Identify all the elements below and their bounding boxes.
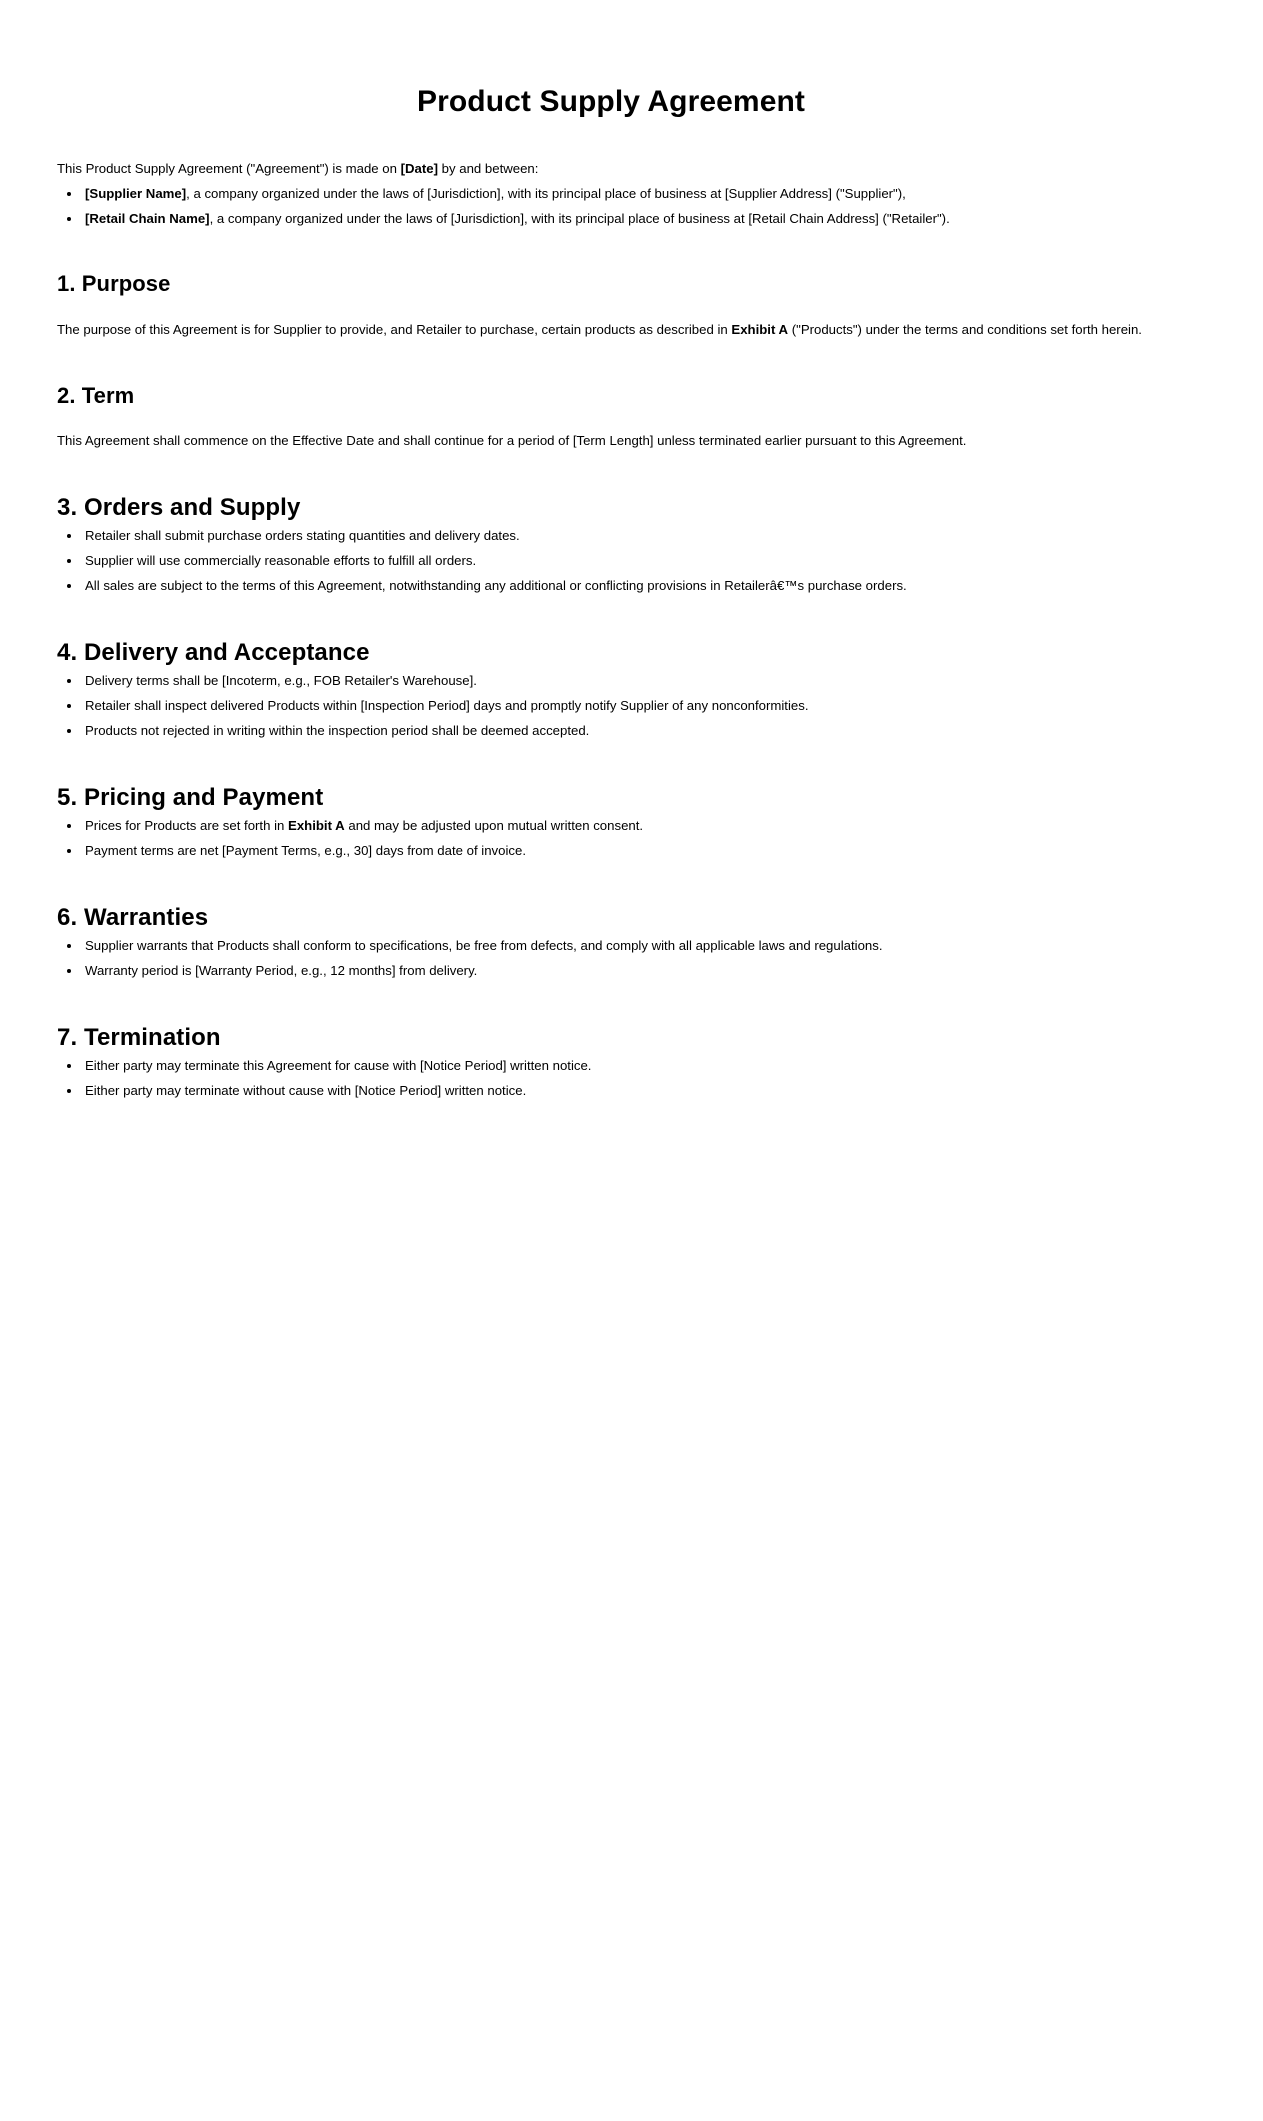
pricing-text-part-1: Prices for Products are set forth in: [85, 818, 289, 833]
section-heading-term: 2. Term: [57, 382, 135, 408]
intro-text-after-date: by and between:: [437, 161, 539, 176]
party-name: [Supplier Name]: [85, 186, 187, 201]
exhibit-a-reference: Exhibit A: [288, 818, 345, 833]
list-item: • Either party may terminate without cause with [Notice Period] written notice.: [82, 1078, 1165, 1103]
section-term: [57, 342, 1165, 454]
delivery-and-acceptance-list: [57, 668, 1165, 743]
list-item: • Supplier will use commercially reasonable efforts to fulfill all orders.: [82, 548, 1165, 573]
list-item: • Either party may terminate this Agreement for cause with [Notice Period] written notice.: [82, 1053, 1165, 1078]
list-item: [82, 181, 1165, 206]
list-item: [82, 813, 1165, 838]
section-termination: [57, 983, 1165, 1103]
purpose-text-part-2: ("Products") under the terms and conditions set forth herein.: [788, 321, 1142, 337]
section-heading-delivery-and-acceptance: 4. Delivery and Acceptance: [57, 639, 370, 666]
date-placeholder: [Date]: [400, 161, 438, 176]
list-item: • Retailer shall inspect delivered Products within [Inspection Period] days and promptly notify Supplier of any nonconformities.: [82, 693, 1165, 718]
section-heading-warranties: 6. Warranties: [57, 904, 209, 931]
list-item: • Supplier warrants that Products shall conform to specifications, be free from defects, and comply with all applicable laws and regulations.: [82, 933, 1165, 958]
section-heading-pricing-and-payment: 5. Pricing and Payment: [57, 784, 324, 811]
section-heading-purpose: 1. Purpose: [57, 271, 171, 296]
orders-and-supply-list: [57, 523, 1165, 598]
section-warranties: [57, 863, 1165, 983]
intro-paragraph: [57, 120, 1165, 181]
list-item: [82, 206, 1165, 231]
party-list: [57, 181, 1165, 231]
section-heading-orders-and-supply: 3. Orders and Supply: [57, 494, 301, 521]
section-heading-termination: 7. Termination: [57, 1024, 221, 1051]
list-item: • All sales are subject to the terms of this Agreement, notwithstanding any additional or conflicting provisions in Retailerâ€™s purchase orders.: [82, 573, 1165, 598]
intro-text-before-date: This Product Supply Agreement ("Agreement") is made on: [57, 161, 401, 176]
section-paragraph-term: This Agreement shall commence on the Effective Date and shall continue for a period of [Term Length] unless terminated earlier pursuant to this Agreement.: [57, 433, 967, 448]
purpose-text-part-1: The purpose of this Agreement is for Supplier to provide, and Retailer to purchase, certain products as described in: [57, 321, 732, 337]
party-name: [Retail Chain Name]: [85, 211, 210, 226]
list-item: • Retailer shall submit purchase orders stating quantities and delivery dates.: [82, 523, 1165, 548]
section-paragraph-purpose: [57, 298, 1165, 342]
list-item: • Payment terms are net [Payment Terms, e.g., 30] days from date of invoice.: [82, 838, 1165, 863]
party-description: , a company organized under the laws of [Jurisdiction], with its principal place of business at [Supplier Address] ("Supplier"),: [186, 186, 906, 201]
party-description: , a company organized under the laws of [Jurisdiction], with its principal place of business at [Retail Chain Address] ("Retailer").: [209, 211, 950, 226]
section-purpose: [57, 231, 1165, 342]
list-item: • Warranty period is [Warranty Period, e.g., 12 months] from delivery.: [82, 958, 1165, 983]
section-orders-and-supply: [57, 453, 1165, 598]
warranties-list: [57, 933, 1165, 983]
list-item: • Delivery terms shall be [Incoterm, e.g., FOB Retailer's Warehouse].: [82, 668, 1165, 693]
page-title: Product Supply Agreement: [416, 85, 805, 118]
section-pricing-and-payment: [57, 743, 1165, 863]
termination-list: [57, 1053, 1165, 1103]
pricing-text-part-2: and may be adjusted upon mutual written consent.: [344, 818, 644, 833]
section-delivery-and-acceptance: [57, 598, 1165, 743]
pricing-and-payment-list: [57, 813, 1165, 863]
exhibit-a-reference: Exhibit A: [731, 321, 789, 337]
list-item: • Products not rejected in writing within the inspection period shall be deemed accepted.: [82, 718, 1165, 743]
